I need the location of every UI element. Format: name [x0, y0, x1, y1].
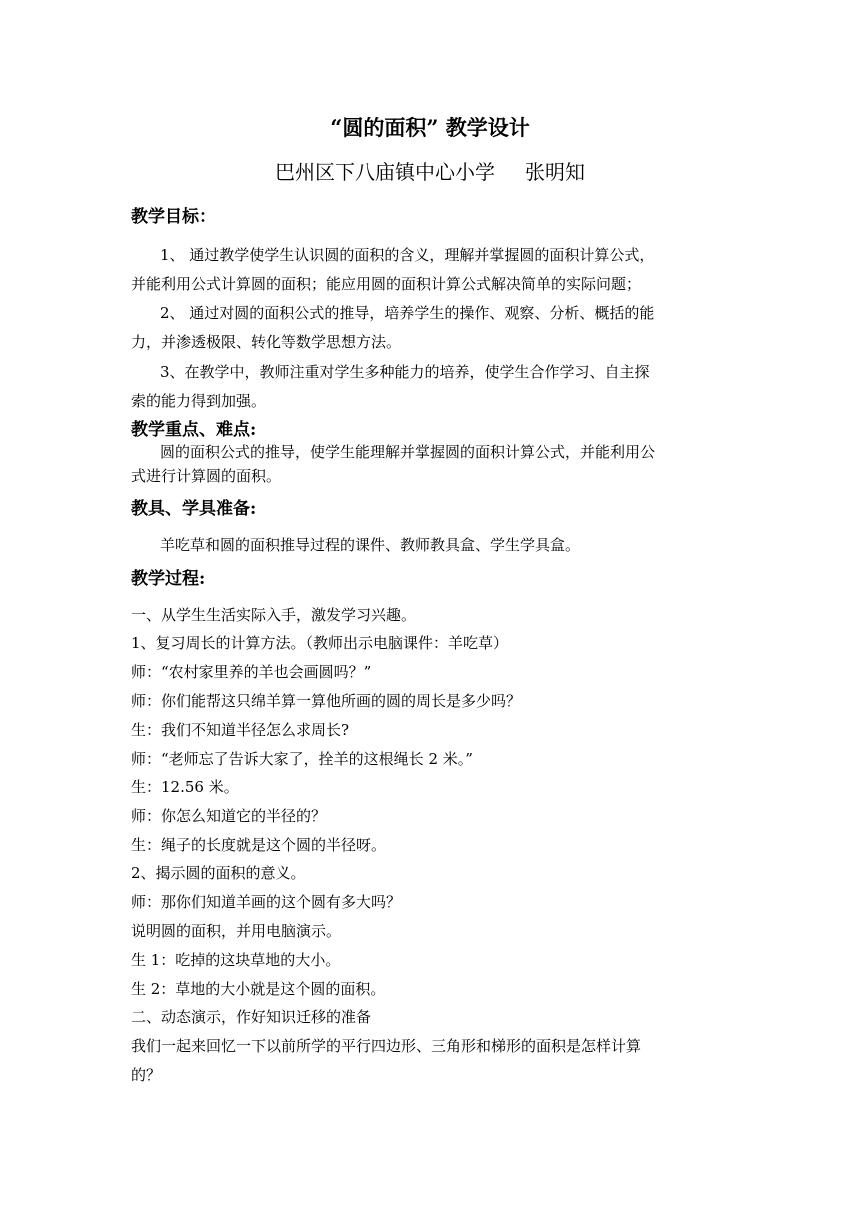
- materials-heading: 教具、学具准备:: [131, 499, 257, 519]
- process-line: 2、揭示圆的面积的意义。: [131, 864, 306, 882]
- process-line: 生 2：草地的大小就是这个圆的面积。: [131, 980, 386, 998]
- process-line: 生 1：吃掉的这块草地的大小。: [131, 951, 341, 969]
- process-heading: 教学过程:: [131, 569, 206, 589]
- process-line: 师：“老师忘了告诉大家了，拴羊的这根绳长 2 米。”: [131, 750, 473, 768]
- process-line: 师：“农村家里养的羊也会画圆吗？”: [131, 663, 372, 681]
- objectives-line: 2、 通过对圆的面积公式的推导，培养学生的操作、观察、分析、概括的能: [160, 304, 655, 322]
- process-line: 二、动态演示，作好知识迁移的准备: [131, 1008, 372, 1026]
- key-points-line: 圆的面积公式的推导，使学生能理解并掌握圆的面积计算公式，并能利用公: [160, 443, 656, 461]
- process-line: 我们一起来回忆一下以前所学的平行四边形、三角形和梯形的面积是怎样计算: [131, 1037, 642, 1055]
- process-line: 的？: [131, 1066, 162, 1084]
- author-name: 张明知: [525, 160, 585, 184]
- process-line: 1、复习周长的计算方法。（教师出示电脑课件：羊吃草）: [131, 634, 509, 652]
- materials-line: 羊吃草和圆的面积推导过程的课件、教师教具盒、学生学具盒。: [160, 536, 581, 554]
- process-line: 师：你们能帮这只绵羊算一算他所画的圆的周长是多少吗？: [131, 692, 522, 710]
- objectives-line: 力，并渗透极限、转化等数学思想方法。: [131, 333, 402, 351]
- objectives-line: 索的能力得到加强。: [131, 392, 267, 410]
- objectives-line: 1、 通过教学使学生认识圆的面积的含义，理解并掌握圆的面积计算公式，: [160, 246, 655, 264]
- key-points-heading: 教学重点、难点:: [131, 420, 257, 440]
- document-subtitle: [0, 158, 860, 186]
- process-line: 生：12.56 米。: [131, 778, 239, 796]
- process-line: 师：那你们知道羊画的这个圆有多大吗？: [131, 893, 402, 911]
- process-line: 说明圆的面积，并用电脑演示。: [131, 922, 342, 940]
- school-name: 巴州区下八庙镇中心小学: [275, 160, 495, 184]
- process-line: 师：你怎么知道它的半径的？: [131, 807, 327, 825]
- objectives-heading: 教学目标：: [131, 207, 216, 227]
- process-line: 生：绳子的长度就是这个圆的半径呀。: [131, 836, 387, 854]
- objectives-line: 并能利用公式计算圆的面积；能应用圆的面积计算公式解决简单的实际问题；: [131, 275, 642, 293]
- process-line: 生：我们不知道半径怎么求周长?: [131, 721, 350, 739]
- document-title: “圆的面积” 教学设计: [330, 115, 530, 140]
- process-line: 一、从学生生活实际入手，激发学习兴趣。: [131, 606, 417, 624]
- key-points-line: 式进行计算圆的面积。: [131, 467, 282, 485]
- objectives-line: 3、在教学中，教师注重对学生多种能力的培养，使学生合作学习、自主探: [160, 363, 650, 381]
